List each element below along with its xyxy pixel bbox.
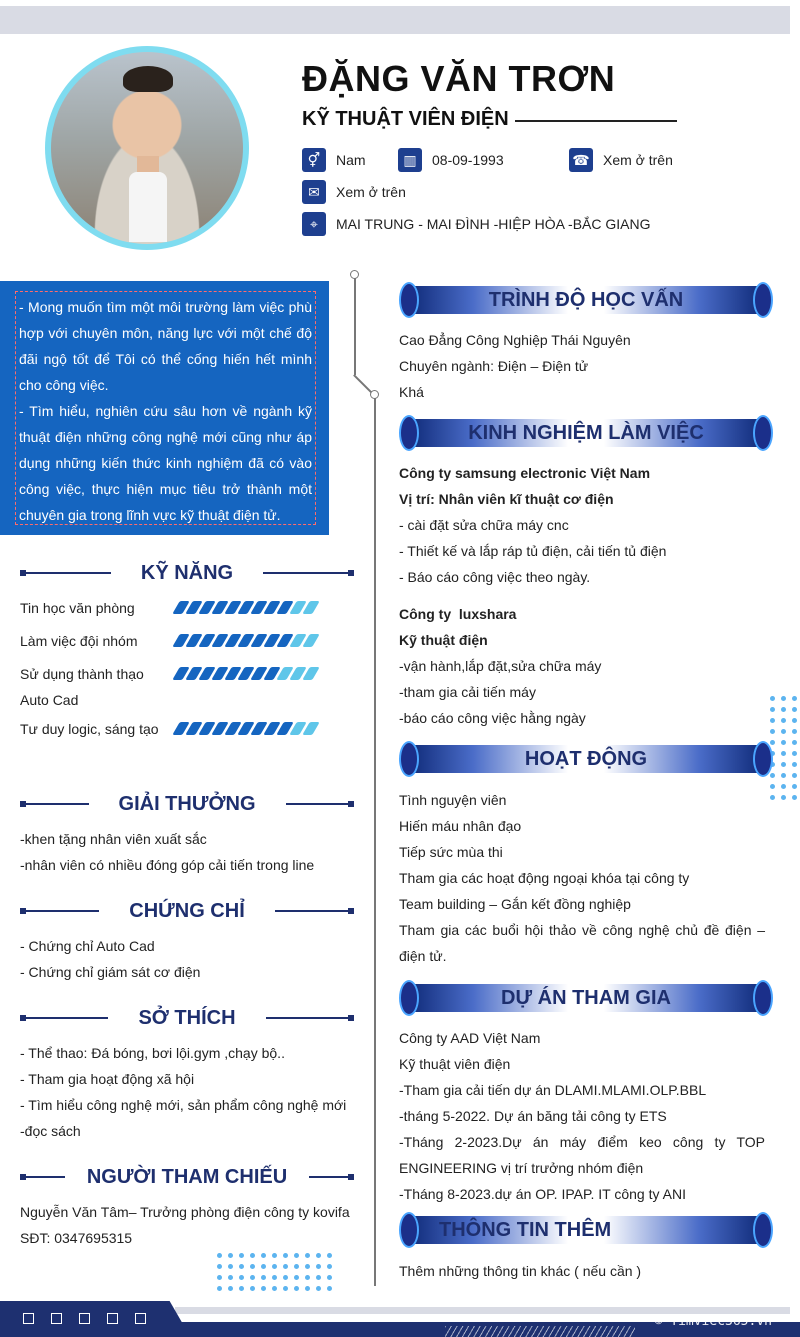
phone-info [569,148,673,172]
footer-square [135,1313,146,1324]
decor-dot [792,718,797,723]
decor-dot [272,1264,277,1269]
list-item: -nhân viên có nhiều đóng góp cải tiến trong line [20,857,315,873]
list-item: SĐT: 0347695315 [20,1230,133,1246]
hobbies-title: SỞ THÍCH [138,1006,236,1029]
decor-dot [250,1286,255,1291]
decor-dot [217,1275,222,1280]
decor-dot [781,729,786,734]
timeline-top [354,275,356,375]
certificates-title: CHỨNG CHỈ [129,899,245,922]
avatar [45,46,249,250]
activities-title: HOẠT ĐỘNG [524,747,648,770]
gender-icon: ⚥ [302,148,326,172]
decor-dot [327,1275,332,1280]
career-objective [0,281,329,535]
profile-photo [51,52,243,244]
timeline-line [374,396,376,1286]
list-item: -báo cáo công việc hằng ngày [399,710,586,726]
skill-row [20,661,350,713]
education-heading [399,282,773,318]
list-item: -khen tặng nhân viên xuất sắc [20,831,207,847]
phone-icon: ☎ [569,148,593,172]
list-item: - cài đặt sửa chữa máy cnc [399,517,569,533]
skills-title: KỸ NĂNG [140,561,234,584]
decor-dot [781,707,786,712]
list-item: - Tìm hiểu công nghệ mới, sản phẩm công nghệ mới [20,1097,347,1113]
mail-icon: ✉ [302,180,326,204]
birthday-value: 08-09-1993 [432,152,504,168]
decor-dot [792,751,797,756]
awards-heading [20,792,354,816]
decor-dot [781,773,786,778]
references-list [20,1199,350,1251]
skill-level-bar [176,667,316,680]
certificates-list [20,933,200,985]
list-item: Nguyễn Văn Tâm– Trưởng phòng điện công ty kovifa [20,1204,350,1220]
phone-value: Xem ở trên [603,152,673,168]
skill-name: Tin học văn phòng [20,600,135,616]
decor-dot [781,795,786,800]
decor-dot [305,1286,310,1291]
decor-dot [261,1286,266,1291]
timeline-dot-mid [370,390,379,399]
decor-dot [283,1253,288,1258]
decor-dot [316,1286,321,1291]
list-item: Khá [399,384,424,400]
career-objective-text [19,294,312,528]
list-item: Chuyên ngành: Điện – Điện tử [399,358,589,374]
footer-strip [175,1307,790,1314]
list-item: -Tham gia cải tiến dự án DLAMI.MLAMI.OLP.BBL [399,1082,707,1098]
extra-title: THÔNG TIN THÊM [439,1218,612,1241]
skills-heading [20,561,354,585]
decor-dot [294,1253,299,1258]
decor-dot [792,762,797,767]
decor-dot [770,795,775,800]
decor-dot [316,1253,321,1258]
location-icon: ⌖ [302,212,326,236]
objective-paragraph: - Mong muốn tìm một môi trường làm việc phù hợp với chuyên môn, năng lực với một chế độ đãi ngộ tốt để Tôi có thể cống hiến hết mình cho công việc. [19,299,312,393]
job-position: Kỹ thuật điện [399,632,488,648]
decor-dot [781,718,786,723]
decor-dot [770,729,775,734]
decor-dot [250,1253,255,1258]
list-item: - Thể thao: Đá bóng, bơi lội.gym ,chạy bộ.. [20,1045,285,1061]
decor-dot [792,740,797,745]
list-item: Công ty AAD Việt Nam [399,1030,541,1046]
decor-dot [250,1264,255,1269]
decor-dot [261,1264,266,1269]
decor-dot [294,1275,299,1280]
decor-dot [228,1253,233,1258]
decor-dot [327,1286,332,1291]
skill-row [20,628,350,654]
decor-dot [272,1253,277,1258]
decor-dot [261,1275,266,1280]
list-item: -tham gia cải tiến máy [399,684,536,700]
decor-dot [261,1253,266,1258]
awards-list [20,826,314,878]
candidate-name: ĐẶNG VĂN TRƠN [302,58,616,99]
job-position: Vị trí: Nhân viên kĩ thuật cơ điện [399,491,614,507]
gender-value: Nam [336,152,366,168]
decor-dot [217,1253,222,1258]
decor-dot [792,729,797,734]
decor-dot [228,1286,233,1291]
decor-dot [327,1264,332,1269]
references-heading [20,1165,354,1189]
list-item: Tiếp sức mùa thi [399,844,503,860]
experience-job [399,601,765,731]
education-details [399,327,765,405]
decor-dot [272,1275,277,1280]
awards-title: GIẢI THƯỞNG [118,792,256,815]
skill-level-bar [176,722,316,735]
decor-dot [305,1253,310,1258]
list-item: Hiến máu nhân đạo [399,818,522,834]
list-item: Tham gia các hoạt động ngoại khóa tại công ty [399,870,690,886]
company-name: Công ty samsung electronic Việt Nam [399,465,651,481]
footer-square [107,1313,118,1324]
decor-dot [781,696,786,701]
timeline-dot-top [350,270,359,279]
activities-heading [399,741,773,777]
experience-heading [399,415,773,451]
decor-dot [283,1286,288,1291]
skill-level-bar [176,601,316,614]
decor-dot [305,1264,310,1269]
email-value: Xem ở trên [336,184,406,200]
list-item: - Báo cáo công việc theo ngày. [399,569,591,585]
job-title: KỸ THUẬT VIÊN ĐIỆN [302,108,509,130]
footer-hatch [445,1326,635,1337]
gender-info [302,148,366,172]
decor-dot [250,1275,255,1280]
extra-list [399,1258,765,1284]
projects-heading [399,980,773,1016]
list-item: - Chứng chỉ Auto Cad [20,938,155,954]
cake-icon: ▥ [398,148,422,172]
projects-title: DỰ ÁN THAM GIA [501,986,671,1009]
skill-row [20,716,350,742]
list-item: Team building – Gắn kết đồng nghiệp [399,896,631,912]
decor-dot [294,1264,299,1269]
decor-dot [770,718,775,723]
hobbies-list [20,1040,346,1144]
decor-dot [792,707,797,712]
decor-dot [239,1253,244,1258]
list-item: Thêm những thông tin khác ( nếu cần ) [399,1263,642,1279]
decor-dot [228,1275,233,1280]
decor-dot [305,1275,310,1280]
decor-dot [239,1286,244,1291]
extra-heading [399,1212,773,1248]
decor-dot [239,1275,244,1280]
experience-title: KINH NGHIỆM LÀM VIỆC [468,421,704,444]
decor-dot [781,762,786,767]
list-item: Kỹ thuật viên điện [399,1056,511,1072]
references-title: NGƯỜI THAM CHIẾU [86,1165,288,1188]
decor-dot [781,784,786,789]
projects-list [399,1025,765,1207]
skill-name: Sử dụng thành thạo Auto Cad [20,666,144,708]
experience-job [399,460,765,590]
decor-dot [781,740,786,745]
address-value: MAI TRUNG - MAI ĐÌNH -HIỆP HÒA -BẮC GIANG [336,216,651,232]
decor-dot [228,1264,233,1269]
skill-name: Làm việc đội nhóm [20,633,138,649]
list-item: Tình nguyện viên [399,792,507,808]
skill-name: Tư duy logic, sáng tạo [20,721,159,737]
hobbies-heading [20,1006,354,1030]
decor-dot [239,1264,244,1269]
email-info [302,180,406,204]
decor-dot [272,1286,277,1291]
career-objective-frame [15,291,316,525]
job-title-divider [515,120,677,122]
top-bar [0,6,790,34]
education-title: TRÌNH ĐỘ HỌC VẤN [488,288,684,311]
decor-dot [770,784,775,789]
footer-square [23,1313,34,1324]
list-item: -Tháng 8-2023.dự án OP. IPAP. IT công ty ANI [399,1186,686,1202]
list-item: Cao Đẳng Công Nghiệp Thái Nguyên [399,332,631,348]
list-item: - Chứng chỉ giám sát cơ điện [20,964,201,980]
decor-dot [792,696,797,701]
decor-dot [770,707,775,712]
list-item: Tham gia các buổi hội thảo về công nghệ chủ đề điện – điện tử. [399,922,765,964]
activities-list [399,787,765,969]
footer-square [51,1313,62,1324]
list-item: -Tháng 2-2023.Dự án máy điểm keo công ty TOP ENGINEERING vị trí trưởng nhóm điện [399,1134,765,1176]
footer-square [79,1313,90,1324]
decor-dot [294,1286,299,1291]
decor-dot [283,1275,288,1280]
skill-row [20,595,350,621]
birthday-info [398,148,504,172]
decor-dot [792,784,797,789]
decor-dots-right [770,696,797,800]
decor-dot [792,773,797,778]
decor-dot [283,1264,288,1269]
decor-dot [316,1275,321,1280]
skill-level-bar [176,634,316,647]
decor-dots-bottom [217,1253,332,1291]
footer-brand: © Timviec365.vn [654,1314,772,1329]
decor-dot [316,1264,321,1269]
decor-dot [327,1253,332,1258]
company-name: Công ty luxshara [399,606,517,622]
decor-dot [770,696,775,701]
list-item: -tháng 5-2022. Dự án băng tải công ty ETS [399,1108,667,1124]
decor-dot [217,1286,222,1291]
list-item: - Thiết kế và lắp ráp tủ điện, cải tiến tủ điện [399,543,667,559]
list-item: -đọc sách [20,1123,81,1139]
list-item: - Tham gia hoạt động xã hội [20,1071,195,1087]
certificates-heading [20,899,354,923]
decor-dot [217,1264,222,1269]
list-item: -vận hành,lắp đặt,sửa chữa máy [399,658,602,674]
decor-dot [792,795,797,800]
objective-paragraph: - Tìm hiểu, nghiên cứu sâu hơn về ngành kỹ thuật điện những công nghệ mới cũng như áp dụng những kiến thức kinh nghiệm đã có vào công việc, thực hiện mục tiêu trở thành một chuyên gia trong lĩnh vực kỹ thuật điện tử. [19,403,312,523]
address-info [302,212,651,236]
decor-dot [781,751,786,756]
